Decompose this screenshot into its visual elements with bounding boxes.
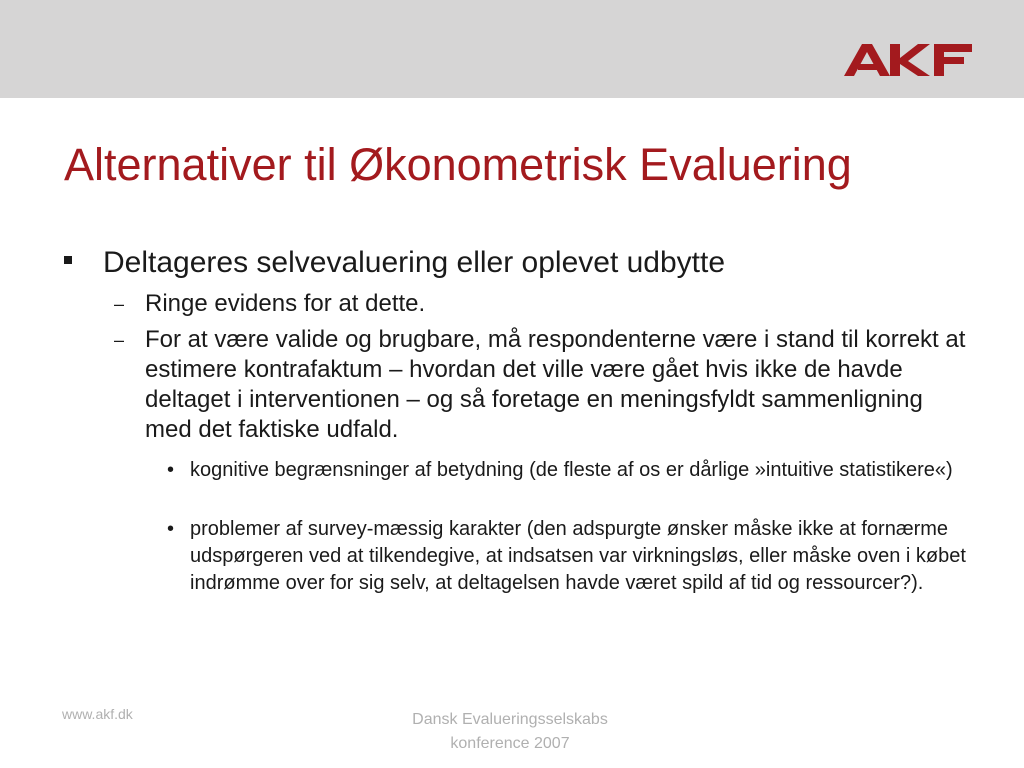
dash-bullet-icon: – (114, 330, 125, 350)
sub-item: For at være valide og brugbare, må respondenterne være i stand til korrekt at estimere kontrafaktum – hvordan det ville være gået hvis ikke de havde deltaget i interventionen – og så foretage en meningsfyldt sammenligning med det faktiske udfald. (145, 326, 966, 443)
dot-bullet-icon: • (167, 518, 175, 540)
sub-item: Ringe evidens for at dette. (145, 290, 426, 317)
sub-sub-item: kognitive begrænsninger af betydning (de fleste af os er dårlige »intuitive statistikere«) (190, 459, 953, 481)
main-bullet-text: Deltageres selvevaluering eller oplevet udbytte (103, 246, 726, 279)
square-bullet-icon (64, 256, 72, 264)
slide-title: Alternativer til Økonometrisk Evaluering (64, 139, 852, 190)
dash-bullet-icon: – (114, 294, 125, 314)
footer-conference-line2: konference 2007 (450, 735, 570, 752)
sub-sub-item: problemer af survey-mæssig karakter (den adspurgte ønsker måske ikke at fornærme udspørgeren ved at tilkendegive, at indsatsen var virkningsløs, eller måske oven i købet indrømme over for sig selv, at deltagelsen havde været spild af tid og ressourcer?). (190, 518, 966, 594)
footer-website: www.akf.dk (62, 706, 133, 722)
footer-conference (370, 708, 650, 756)
dot-bullet-icon: • (167, 459, 175, 481)
footer-conference-line1: Dansk Evalueringsselskabs (412, 711, 608, 728)
